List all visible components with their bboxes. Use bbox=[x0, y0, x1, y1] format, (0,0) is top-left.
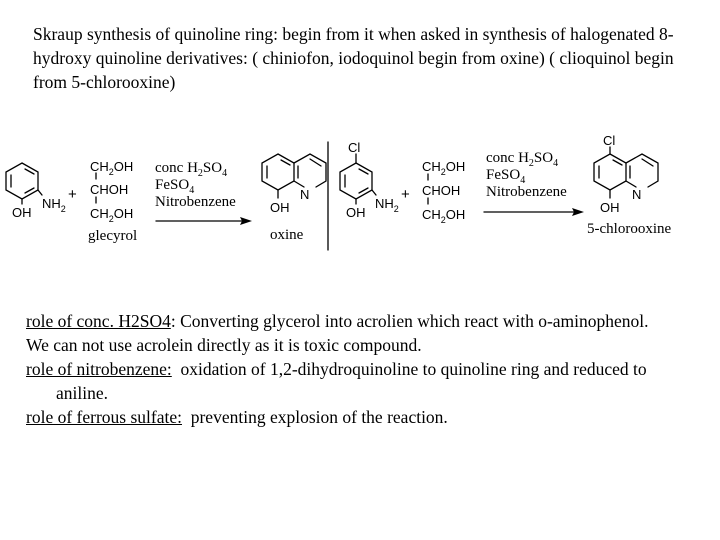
amine-oh-label-2: OH bbox=[346, 205, 366, 220]
chlorooxine-n-label: N bbox=[632, 187, 642, 202]
glycerol-row2: CHOH bbox=[90, 182, 129, 197]
condition-acid-2: conc $H_2SO_4$ bbox=[486, 150, 559, 169]
condition-feso4-2: FeSO$_4$ bbox=[486, 167, 526, 186]
amine-nh2-label: $NH_2$ bbox=[42, 196, 66, 214]
oxine-n-label: N bbox=[300, 187, 310, 202]
amine-cl-label: Cl bbox=[348, 140, 361, 155]
intro-paragraph: Skraup synthesis of quinoline ring: begin from it when asked in synthesis of halogenated 8-hydroxy quinoline derivatives: ( chiniofon, iodoquinol begin from oxine) ( clioquinol begin from 5-chlorooxine) bbox=[33, 24, 674, 92]
acrolein-note-text: We can not use acrolein directly as it is toxic compound. bbox=[26, 335, 422, 355]
roles-list bbox=[26, 309, 696, 429]
amine-nh2-label-2: $NH_2$ bbox=[375, 196, 399, 214]
role-h2so4-text: : Converting glycerol into acrolien which react with o-aminophenol. bbox=[170, 311, 649, 331]
role-h2so4 bbox=[26, 309, 696, 333]
condition-feso4-1: FeSO$_4$ bbox=[155, 177, 195, 196]
reaction-scheme bbox=[0, 128, 720, 258]
amine-oh-label: OH bbox=[12, 205, 32, 220]
chloro-aminophenol-structure bbox=[340, 154, 376, 204]
glycerol2-row3: $CH_2OH$ bbox=[422, 207, 466, 225]
role-nitrobenzene-text: oxidation of 1,2-dihydroquinoline to quinoline ring and reduced to aniline. bbox=[56, 359, 651, 403]
glycerol2-row2: CHOH bbox=[422, 183, 461, 198]
role-ferrous-sulfate-text: preventing explosion of the reaction. bbox=[181, 407, 448, 427]
glycerol-row1: $CH_2OH$ bbox=[90, 159, 134, 177]
acrolein-note bbox=[26, 333, 696, 357]
reaction-scheme-drawing bbox=[0, 128, 720, 258]
glycerol-name: glecyrol bbox=[88, 228, 138, 244]
chlorooxine-name: 5-chlorooxine bbox=[587, 221, 672, 237]
role-h2so4-label: role of conc. H2SO4 bbox=[26, 311, 171, 331]
aminophenol-structure bbox=[6, 163, 42, 204]
role-nitrobenzene-label: role of nitrobenzene: bbox=[26, 359, 172, 379]
condition-nitrobenzene-1: Nitrobenzene bbox=[155, 194, 236, 210]
oxine-structure bbox=[262, 154, 326, 198]
chlorooxine-cl-label: Cl bbox=[603, 133, 616, 148]
condition-nitrobenzene-2: Nitrobenzene bbox=[486, 184, 567, 200]
role-ferrous-sulfate-label: role of ferrous sulfate: bbox=[26, 407, 182, 427]
oxine-oh-label: OH bbox=[270, 200, 290, 215]
oxine-name: oxine bbox=[270, 227, 304, 243]
role-nitrobenzene bbox=[26, 357, 696, 405]
role-ferrous-sulfate bbox=[26, 405, 696, 429]
chlorooxine-oh-label: OH bbox=[600, 200, 620, 215]
plus-sign-1: + bbox=[68, 186, 77, 203]
condition-acid-1: conc $H_2SO_4$ bbox=[155, 160, 228, 179]
plus-sign-2: + bbox=[401, 186, 410, 203]
glycerol2-row1: $CH_2OH$ bbox=[422, 159, 466, 177]
glycerol-row3: $CH_2OH$ bbox=[90, 206, 134, 224]
chlorooxine-structure bbox=[594, 147, 658, 198]
